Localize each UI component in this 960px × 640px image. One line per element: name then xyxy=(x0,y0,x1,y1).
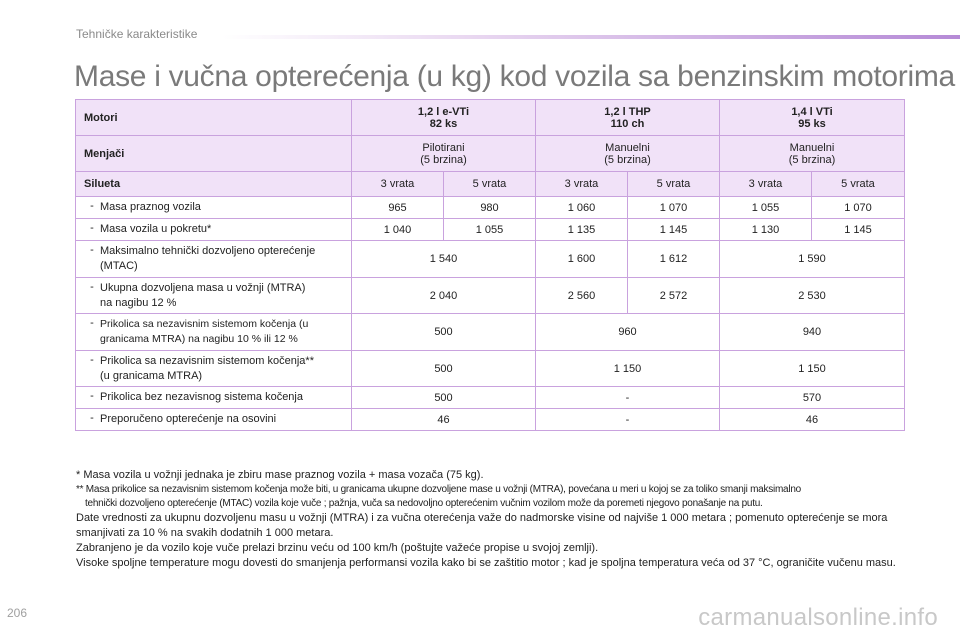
value-cell: 2 560 xyxy=(536,278,628,314)
unbraked-trailer-row xyxy=(76,387,905,409)
row-label: Prikolica sa nezavisnim sistemom kočenja (u granicama MTRA) na nagibu 10 % ili 12 % xyxy=(100,318,309,345)
value-cell: 1 145 xyxy=(628,219,720,241)
engine-col-3 xyxy=(720,100,905,136)
header-rule xyxy=(222,35,960,39)
row-label-cell xyxy=(76,351,352,387)
body-label: Silueta xyxy=(76,172,352,197)
value-cell: 1 150 xyxy=(720,351,905,387)
gearbox-type: Pilotirani xyxy=(422,141,465,154)
value-cell: 1 590 xyxy=(720,241,905,278)
body-cell: 5 vrata xyxy=(628,172,720,197)
gearbox-type: Manuelni xyxy=(605,141,650,154)
row-label: Preporučeno opterećenje na osovini xyxy=(100,413,277,425)
mtac-row xyxy=(76,241,905,278)
row-label-cell xyxy=(76,409,352,431)
row-label: Prikolica sa nezavisnim sistemom kočenja** (u granicama MTRA) xyxy=(100,354,314,382)
row-label: Masa vozila u pokretu* xyxy=(100,223,212,235)
row-label-cell xyxy=(76,241,352,278)
gearbox-label: Menjači xyxy=(76,136,352,172)
dash: - xyxy=(90,200,94,212)
gearbox-speeds: (5 brzina) xyxy=(420,153,467,166)
gearbox-speeds: (5 brzina) xyxy=(604,153,651,166)
body-cell: 3 vrata xyxy=(720,172,812,197)
value-cell: 1 612 xyxy=(628,241,720,278)
body-row xyxy=(76,172,905,197)
gearbox-col-3 xyxy=(720,136,905,172)
value-cell: 570 xyxy=(720,387,905,409)
engine-power: 110 ch xyxy=(610,117,645,130)
dash: - xyxy=(90,222,94,234)
value-cell: - xyxy=(536,409,720,431)
dash: - xyxy=(90,353,94,366)
value-cell: 1 130 xyxy=(720,219,812,241)
dash: - xyxy=(90,317,94,329)
engine-name: 1,2 l e-VTi xyxy=(417,105,470,118)
value-cell: 2 572 xyxy=(628,278,720,314)
value-cell: 1 070 xyxy=(628,197,720,219)
value-cell: 2 530 xyxy=(720,278,905,314)
body-cell: 3 vrata xyxy=(352,172,444,197)
footnote-running-mass: * Masa vozila u vožnji jednaka je zbiru mase praznog vozila + masa vozača (75 kg). xyxy=(76,469,484,481)
value-cell: 2 040 xyxy=(352,278,536,314)
value-cell: 1 060 xyxy=(536,197,628,219)
engine-name: 1,4 l VTi xyxy=(791,105,833,118)
section-label: Tehničke karakteristike xyxy=(76,27,198,41)
value-cell: 1 070 xyxy=(812,197,905,219)
dash: - xyxy=(90,390,94,402)
notes-block xyxy=(76,468,926,571)
engine-col-2 xyxy=(536,100,720,136)
dash: - xyxy=(90,412,94,424)
page-title: Mase i vučna opterećenja (u kg) kod vozila sa benzinskim motorima xyxy=(74,60,955,93)
value-cell: 980 xyxy=(444,197,536,219)
value-cell: 1 040 xyxy=(352,219,444,241)
body-cell: 5 vrata xyxy=(812,172,905,197)
value-cell: 1 135 xyxy=(536,219,628,241)
value-cell: 965 xyxy=(352,197,444,219)
empty-mass-row xyxy=(76,197,905,219)
row-label-cell xyxy=(76,314,352,351)
body-cell: 3 vrata xyxy=(536,172,628,197)
temperature-paragraph: Visoke spoljne temperature mogu dovesti do smanjenja performansi vozila kako bi se zaštitio motor ; kad je spoljna temperatura veća od 37 °C, ograničite vučenu masu. xyxy=(76,557,896,569)
row-label-cell xyxy=(76,387,352,409)
value-cell: 1 145 xyxy=(812,219,905,241)
row-label: Maksimalno tehnički dozvoljeno opterećenje (MTAC) xyxy=(100,245,316,272)
footnote-trailer-line-2: tehnički dozvoljeno opterećenje (MTAC) vozila koje vuče ; pažnja, vuča sa nedovoljno opterećenim vučnim vozilom može da poremeti njegovo ponašanje na putu. xyxy=(85,498,763,509)
running-mass-row xyxy=(76,219,905,241)
gearbox-type: Manuelni xyxy=(789,141,835,154)
row-label-cell xyxy=(76,219,352,241)
value-cell: 500 xyxy=(352,314,536,351)
speed-limit-paragraph: Zabranjeno je da vozilo koje vuče prelazi brzinu veću od 100 km/h (poštujte važeće propise u svojoj zemlji). xyxy=(76,542,599,554)
weights-table xyxy=(75,99,905,431)
row-label: Prikolica bez nezavisnog sistema kočenja xyxy=(100,391,303,403)
engine-col-1 xyxy=(352,100,536,136)
engine-power: 95 ks xyxy=(798,117,826,130)
row-label: Masa praznog vozila xyxy=(100,201,201,213)
value-cell: 46 xyxy=(352,409,536,431)
value-cell: - xyxy=(536,387,720,409)
body-cell: 5 vrata xyxy=(444,172,536,197)
value-cell: 46 xyxy=(720,409,905,431)
altitude-paragraph: Date vrednosti za ukupnu dozvoljenu masu u vožnji (MTRA) i za vučna oterećenja važe do nadmorske visine od najviše 1 000 metara ; pomenuto opterećenje se mora smanjivati za 10 % na svakih dodatnih 1 000 metara. xyxy=(76,512,888,539)
engine-name: 1,2 l THP xyxy=(604,105,651,118)
engine-power: 82 ks xyxy=(429,117,458,130)
value-cell: 1 600 xyxy=(536,241,628,278)
row-label: Ukupna dozvoljena masa u vožnji (MTRA) na nagibu 12 % xyxy=(100,281,306,309)
value-cell: 1 055 xyxy=(444,219,536,241)
value-cell: 960 xyxy=(536,314,720,351)
value-cell: 940 xyxy=(720,314,905,351)
dash: - xyxy=(90,280,94,293)
mtra-row xyxy=(76,278,905,314)
row-label-cell xyxy=(76,278,352,314)
dash: - xyxy=(90,244,94,256)
gearbox-col-1 xyxy=(352,136,536,172)
footnote-trailer-line-1: ** Masa prikolice sa nezavisnim sistemom kočenja može biti, u granicama ukupne dozvoljene mase u vožnji (MTRA), povećana u meri u kojoj se za toliko smanji maksimalno xyxy=(76,484,801,495)
gearbox-speeds: (5 brzina) xyxy=(788,153,836,166)
engine-row xyxy=(76,100,905,136)
value-cell: 1 150 xyxy=(536,351,720,387)
value-cell: 1 540 xyxy=(352,241,536,278)
watermark-logo: carmanualsonline.info xyxy=(698,604,938,631)
braked-trailer-slope-row xyxy=(76,314,905,351)
value-cell: 500 xyxy=(352,351,536,387)
braked-trailer-row xyxy=(76,351,905,387)
value-cell: 1 055 xyxy=(720,197,812,219)
page-number: 206 xyxy=(7,606,28,620)
row-label-cell xyxy=(76,197,352,219)
value-cell: 500 xyxy=(352,387,536,409)
nose-weight-row xyxy=(76,409,905,431)
gearbox-row xyxy=(76,136,905,172)
engine-label: Motori xyxy=(76,100,352,136)
gearbox-col-2 xyxy=(536,136,720,172)
